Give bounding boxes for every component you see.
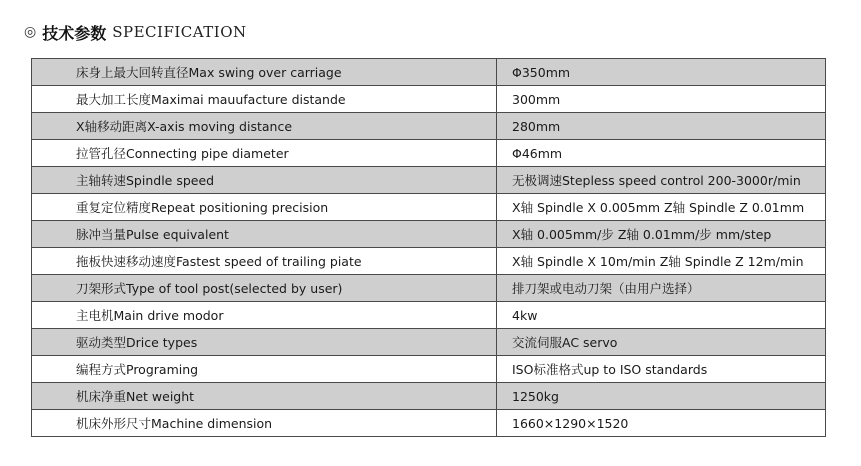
table-row <box>32 329 826 356</box>
spec-label: 最大加工长度Maximai mauufacture distande <box>32 86 497 113</box>
spec-label: 编程方式Programing <box>32 356 497 383</box>
table-row <box>32 356 826 383</box>
table-row <box>32 167 826 194</box>
table-row <box>32 113 826 140</box>
table-row <box>32 275 826 302</box>
spec-value: 交流伺服AC servo <box>497 329 826 356</box>
spec-value: Φ350mm <box>497 59 826 86</box>
table-row <box>32 248 826 275</box>
spec-label: 重复定位精度Repeat positioning precision <box>32 194 497 221</box>
spec-value: 1660×1290×1520 <box>497 410 826 437</box>
spec-value: 4kw <box>497 302 826 329</box>
spec-value: 无极调速Stepless speed control 200-3000r/min <box>497 167 826 194</box>
spec-label: 床身上最大回转直径Max swing over carriage <box>32 59 497 86</box>
spec-value: X轴 Spindle X 0.005mm Z轴 Spindle Z 0.01mm <box>497 194 826 221</box>
spec-value: 排刀架或电动刀架（由用户选择） <box>497 275 826 302</box>
table-row <box>32 410 826 437</box>
section-title-cn: 技术参数 <box>42 23 107 43</box>
spec-label: 主轴转速Spindle speed <box>32 167 497 194</box>
spec-value: Φ46mm <box>497 140 826 167</box>
spec-label: 机床外形尺寸Machine dimension <box>32 410 497 437</box>
spec-label: 驱动类型Drice types <box>32 329 497 356</box>
section-heading <box>24 20 247 44</box>
table-row <box>32 194 826 221</box>
spec-label: 脉冲当量Pulse equivalent <box>32 221 497 248</box>
spec-label: X轴移动距离X-axis moving distance <box>32 113 497 140</box>
table-row <box>32 302 826 329</box>
spec-label: 机床净重Net weight <box>32 383 497 410</box>
spec-label: 主电机Main drive modor <box>32 302 497 329</box>
section-title-en: SPECIFICATION <box>112 23 247 41</box>
table-row <box>32 140 826 167</box>
table-row <box>32 59 826 86</box>
spec-label: 拉管孔径Connecting pipe diameter <box>32 140 497 167</box>
spec-value: 1250kg <box>497 383 826 410</box>
spec-value: X轴 Spindle X 10m/min Z轴 Spindle Z 12m/min <box>497 248 826 275</box>
double-circle-icon: ◎ <box>24 24 37 40</box>
spec-label: 拖板快速移动速度Fastest speed of trailing piate <box>32 248 497 275</box>
specification-table <box>31 58 826 437</box>
table-row <box>32 221 826 248</box>
spec-value: 300mm <box>497 86 826 113</box>
table-row <box>32 383 826 410</box>
spec-label: 刀架形式Type of tool post(selected by user) <box>32 275 497 302</box>
spec-value: X轴 0.005mm/步 Z轴 0.01mm/步 mm/step <box>497 221 826 248</box>
table-row <box>32 86 826 113</box>
spec-value: 280mm <box>497 113 826 140</box>
spec-value: ISO标准格式up to ISO standards <box>497 356 826 383</box>
